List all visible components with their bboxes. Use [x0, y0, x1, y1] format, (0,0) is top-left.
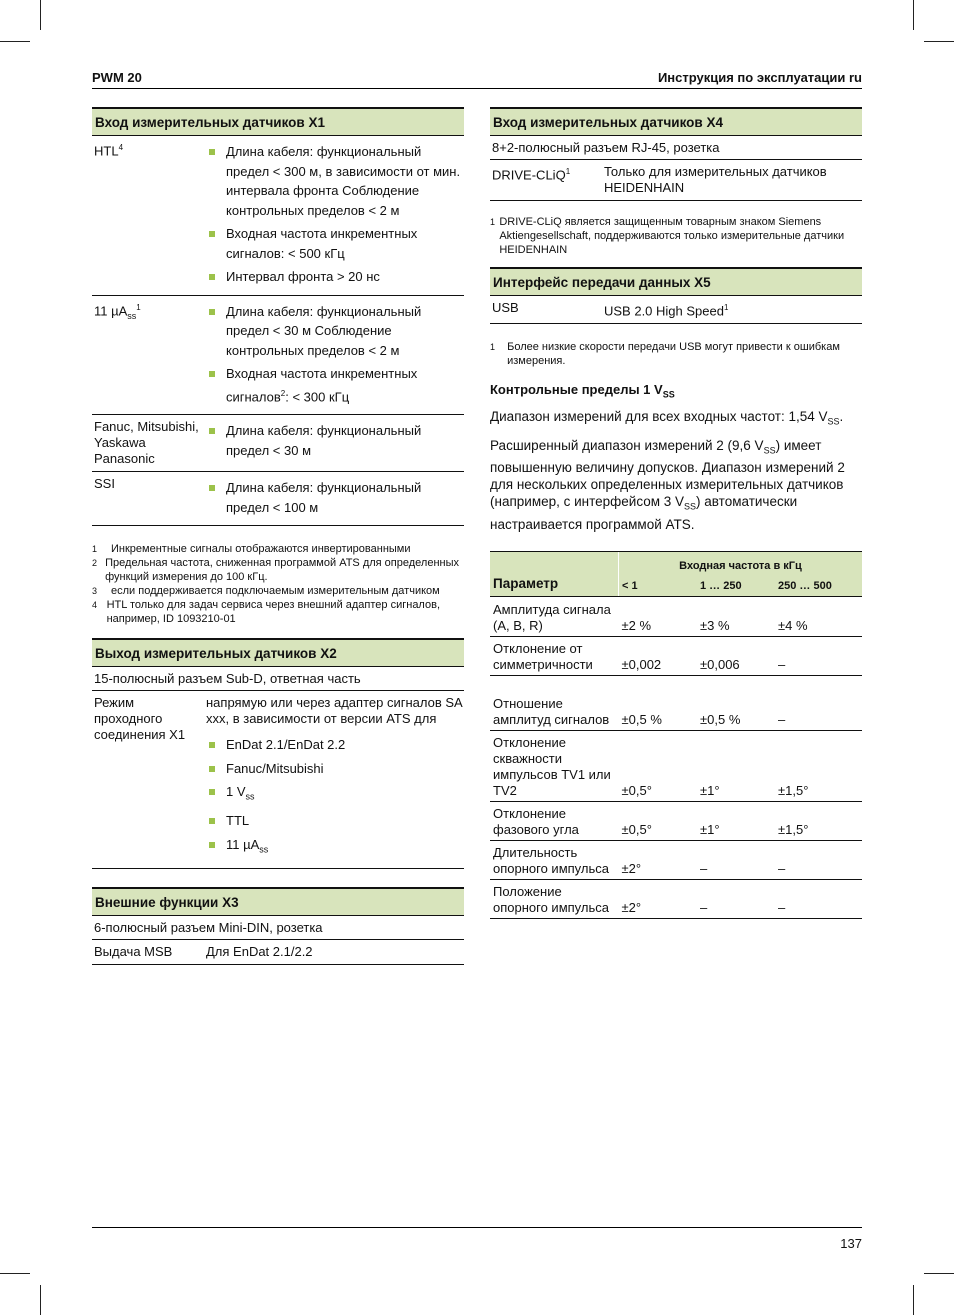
crop-mark	[0, 41, 30, 42]
list-item: 11 µA$_{ss}$	[206, 835, 462, 860]
crop-mark	[913, 0, 914, 30]
footnotes	[92, 542, 464, 626]
right-column	[490, 107, 862, 919]
spec-list	[206, 421, 462, 460]
table-row: DRIVE-CLiQ$^1$ Только для измерительных датчиков HEIDENHAIN	[490, 160, 862, 201]
limits-heading: Контрольные пределы 1 $V_{SS}$	[490, 382, 675, 400]
column-header: Параметр	[490, 551, 619, 596]
table-row: Выдача MSB Для EnDat 2.1/2.2	[92, 940, 464, 965]
table-row: SSI Длина кабеля: функциональный предел < 100 м	[92, 472, 464, 526]
footnote: 2 Предельная частота, сниженная программой ATS для определенных функций измерения до 100 кГц.	[92, 557, 460, 584]
list-item: Интервал фронта > 20 нс	[206, 267, 462, 287]
footnote: 3 если поддерживается подключаемым измерительным датчиком	[92, 585, 440, 598]
crop-mark	[40, 1285, 41, 1315]
table-row: USB USB 2.0 High Speed$^1$	[490, 296, 862, 324]
list-item: Входная частота инкрементных сигналов: < 500 кГц	[206, 224, 462, 263]
doc-title: PWM 20	[92, 70, 142, 85]
list-item: TTL	[206, 811, 462, 831]
list-item: EnDat 2.1/EnDat 2.2	[206, 735, 462, 755]
crop-mark	[924, 1273, 954, 1274]
table-row: HTL$^4$ Длина кабеля: функциональный предел < 300 м, в зависимости от мин. интервала фронта Соблюдение контрольных пределов < 2 м Входная частота инкрементных сигналов: < 500 кГц Интервал фронта > 20 нс	[92, 136, 464, 296]
footnote: 4 HTL только для задач сервиса через внешний адаптер сигналов, например, ID 1093210-01	[92, 599, 440, 626]
crop-mark	[913, 1285, 914, 1315]
table-row: Отклонение от симметричности ±0,002 ±0,006 –	[490, 636, 862, 675]
table-row: 11 µA$_{ss}^1$ Длина кабеля: функциональный предел < 30 м Соблюдение контрольных пределов < 2 м Входная частота инкрементных сигналов$^2$: < 300 кГц	[92, 296, 464, 416]
footnote: 1 Более низкие скорости передачи USB могут привести к ошибкам измерения.	[490, 341, 840, 368]
limits-paragraph: Расширенный диапазон измерений 2 (9,6 $V_{SS}$) имеет повышенную величину допусков. Диапазон измерений 2 для нескольких определенных измерительных датчиков (например, с интерфейсом 3 $V_{SS}$) автоматически настраивается программой ATS.	[490, 437, 845, 532]
list-item: Входная частота инкрементных сигналов$^2$: < 300 кГц	[206, 364, 462, 406]
table-row: Отклонение скважности импульсов TV1 или TV2 ±0,5° ±1° ±1,5°	[490, 730, 862, 801]
left-column	[92, 107, 464, 965]
footer-rule	[92, 1227, 862, 1228]
page-header	[92, 68, 862, 89]
table-row: Fanuc, Mitsubishi, Yaskawa Panasonic Длина кабеля: функциональный предел < 30 м	[92, 415, 464, 472]
footnote: 1 DRIVE-CLiQ является защищенным товарным знаком Siemens Aktiengesellschaft, поддерживаются только измерительные датчики HEIDENHAIN	[490, 216, 845, 256]
section-title-x5: Интерфейс передачи данных X5	[490, 267, 862, 296]
list-item: 1 $V_{ss}$	[206, 782, 462, 807]
list-item: Fanuc/Mitsubishi	[206, 759, 462, 779]
crop-mark	[40, 0, 41, 30]
spec-list	[206, 735, 462, 860]
table-row: Положение опорного импульса ±2° – –	[490, 879, 862, 918]
column-header: < 1	[619, 576, 698, 597]
table-header-row	[490, 551, 862, 576]
list-item: Длина кабеля: функциональный предел < 30 м	[206, 421, 462, 460]
spec-list	[206, 302, 462, 407]
spec-list	[206, 478, 462, 517]
crop-mark	[0, 1273, 30, 1274]
connector-type: 15-полюсный разъем Sub-D, ответная часть	[92, 667, 464, 691]
section-title-x2: Выход измерительных датчиков X2	[92, 638, 464, 667]
section-title-x4: Вход измерительных датчиков X4	[490, 107, 862, 136]
connector-type: 8+2-полюсный разъем RJ-45, розетка	[490, 136, 862, 160]
spec-list	[206, 142, 462, 287]
column-header: 1 … 250	[697, 576, 775, 597]
doc-subtitle: Инструкция по эксплуатации ru	[657, 70, 862, 85]
list-item: Длина кабеля: функциональный предел < 100 м	[206, 478, 462, 517]
column-group-header: Входная частота в кГц	[619, 551, 863, 576]
footnote: 1 Инкрементные сигналы отображаются инвертированными	[92, 543, 411, 556]
table-row: Режим проходного соединения X1 напрямую или через адаптер сигналов SA xxx, в зависимости от версии ATS для EnDat 2.1/EnDat 2.2 Fanuc/Mitsubishi 1 $V_{ss}$ TTL 11 µA$_{ss}$	[92, 691, 464, 869]
column-header: 250 … 500	[775, 576, 862, 597]
limits-paragraph: Диапазон измерений для всех входных частот: 1,54 $V_{SS}$.	[490, 408, 844, 427]
table-row: Длительность опорного импульса ±2° – –	[490, 840, 862, 879]
section-title-x1: Вход измерительных датчиков X1	[92, 107, 464, 136]
connector-type: 6-полюсный разъем Mini-DIN, розетка	[92, 916, 464, 940]
tolerance-table	[490, 551, 862, 919]
table-row: Отношение амплитуд сигналов ±0,5 % ±0,5 % –	[490, 675, 862, 730]
section-title-x3: Внешние функции X3	[92, 887, 464, 916]
table-row: Отклонение фазового угла ±0,5° ±1° ±1,5°	[490, 801, 862, 840]
list-item: Длина кабеля: функциональный предел < 30 м Соблюдение контрольных пределов < 2 м	[206, 302, 462, 361]
crop-mark	[924, 41, 954, 42]
page-number: 137	[840, 1236, 862, 1251]
table-row: Амплитуда сигнала (A, B, R) ±2 % ±3 % ±4 %	[490, 596, 862, 636]
list-item: Длина кабеля: функциональный предел < 300 м, в зависимости от мин. интервала фронта Соблюдение контрольных пределов < 2 м	[206, 142, 462, 220]
